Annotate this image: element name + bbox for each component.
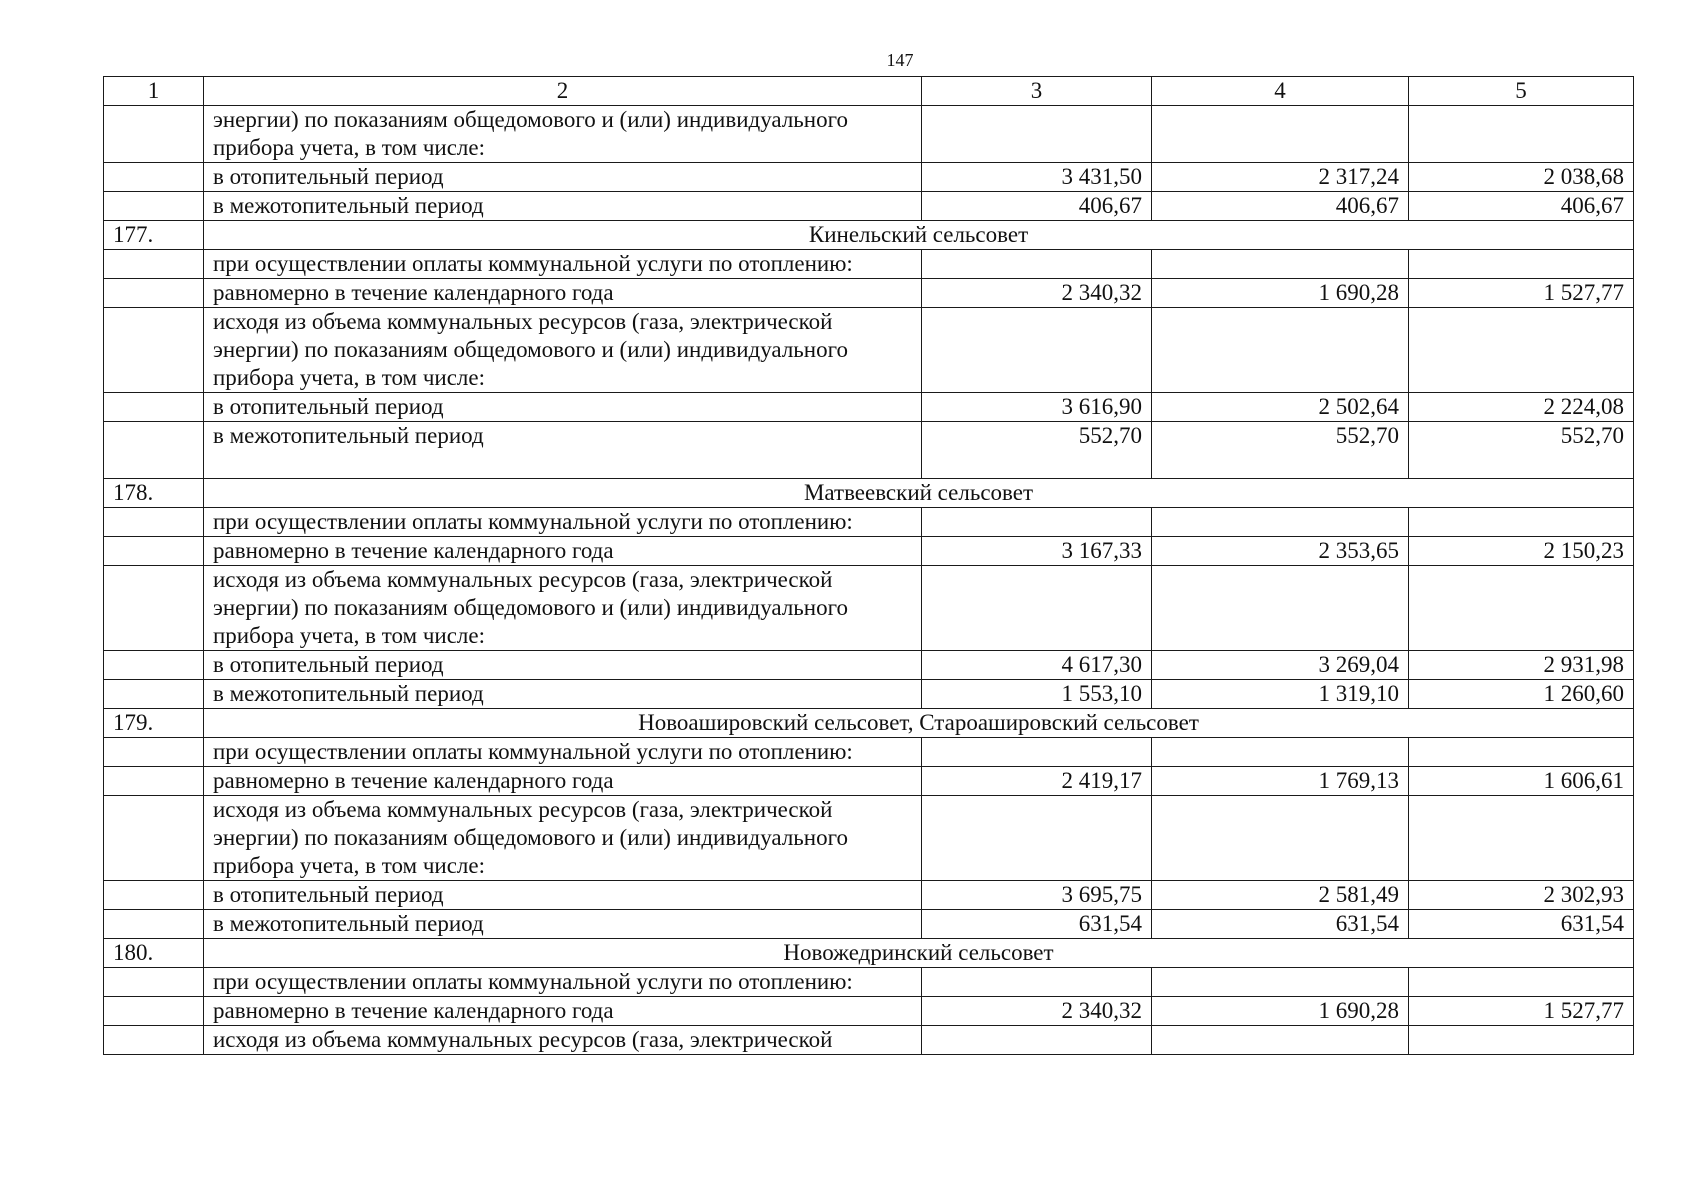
table-row — [104, 881, 1634, 910]
table-row — [104, 393, 1634, 422]
value-cell-col-4 — [1152, 250, 1409, 279]
value-cell-col-4 — [1152, 566, 1409, 651]
value-cell-col-5: 1 527,77 — [1409, 997, 1634, 1026]
description-cell: в межотопительный период — [204, 910, 922, 939]
description-cell: в межотопительный период — [204, 192, 922, 221]
section-title-cell: Кинельский сельсовет — [204, 221, 1634, 250]
table-row — [104, 250, 1634, 279]
value-cell-col-5: 2 931,98 — [1409, 651, 1634, 680]
description-cell: равномерно в течение календарного года — [204, 997, 922, 1026]
row-number-cell — [104, 537, 204, 566]
value-cell-col-3: 3 167,33 — [922, 537, 1152, 566]
table-row — [104, 308, 1634, 393]
description-cell: исходя из объема коммунальных ресурсов (газа, электрической — [204, 1026, 922, 1055]
value-cell-col-4 — [1152, 106, 1409, 163]
table-row — [104, 767, 1634, 796]
value-cell-col-5 — [1409, 968, 1634, 997]
table-row — [104, 651, 1634, 680]
table-row — [104, 1026, 1634, 1055]
value-cell-col-4: 2 317,24 — [1152, 163, 1409, 192]
value-cell-col-4 — [1152, 796, 1409, 881]
value-cell-col-5: 2 150,23 — [1409, 537, 1634, 566]
row-number-cell — [104, 796, 204, 881]
description-cell: при осуществлении оплаты коммунальной услуги по отоплению: — [204, 968, 922, 997]
section-title-cell: Матвеевский сельсовет — [204, 479, 1634, 508]
description-cell: в отопительный период — [204, 651, 922, 680]
description-cell: равномерно в течение календарного года — [204, 537, 922, 566]
table-row — [104, 106, 1634, 163]
table-row — [104, 192, 1634, 221]
value-cell-col-4: 1 690,28 — [1152, 997, 1409, 1026]
value-cell-col-4: 2 581,49 — [1152, 881, 1409, 910]
header-cell-5: 5 — [1409, 77, 1634, 106]
row-number-cell — [104, 881, 204, 910]
row-number-cell — [104, 422, 204, 479]
row-number-cell — [104, 738, 204, 767]
description-cell: при осуществлении оплаты коммунальной услуги по отоплению: — [204, 738, 922, 767]
value-cell-col-3 — [922, 796, 1152, 881]
row-number-cell — [104, 192, 204, 221]
value-cell-col-3: 3 431,50 — [922, 163, 1152, 192]
table-row — [104, 422, 1634, 479]
header-cell-3: 3 — [922, 77, 1152, 106]
row-number-cell — [104, 250, 204, 279]
value-cell-col-3 — [922, 308, 1152, 393]
table-row — [104, 279, 1634, 308]
value-cell-col-3: 406,67 — [922, 192, 1152, 221]
row-number-cell — [104, 163, 204, 192]
row-number-cell — [104, 508, 204, 537]
header-row — [104, 77, 1634, 106]
value-cell-col-4: 2 353,65 — [1152, 537, 1409, 566]
table-row — [104, 680, 1634, 709]
value-cell-col-5 — [1409, 106, 1634, 163]
table-row — [104, 508, 1634, 537]
description-cell: при осуществлении оплаты коммунальной услуги по отоплению: — [204, 250, 922, 279]
value-cell-col-3 — [922, 566, 1152, 651]
value-cell-col-3: 4 617,30 — [922, 651, 1152, 680]
row-number-cell — [104, 767, 204, 796]
header-cell-1: 1 — [104, 77, 204, 106]
section-title-cell: Новожедринский сельсовет — [204, 939, 1634, 968]
value-cell-col-4: 1 319,10 — [1152, 680, 1409, 709]
value-cell-col-4: 1 769,13 — [1152, 767, 1409, 796]
value-cell-col-5 — [1409, 508, 1634, 537]
row-number-cell — [104, 1026, 204, 1055]
row-number-cell: 180. — [104, 939, 204, 968]
value-cell-col-4: 2 502,64 — [1152, 393, 1409, 422]
value-cell-col-3: 2 419,17 — [922, 767, 1152, 796]
header-cell-4: 4 — [1152, 77, 1409, 106]
value-cell-col-4 — [1152, 308, 1409, 393]
value-cell-col-4 — [1152, 968, 1409, 997]
header-cell-2: 2 — [204, 77, 922, 106]
value-cell-col-4: 631,54 — [1152, 910, 1409, 939]
value-cell-col-3: 3 616,90 — [922, 393, 1152, 422]
value-cell-col-3 — [922, 738, 1152, 767]
row-number-cell — [104, 106, 204, 163]
description-cell: энергии) по показаниям общедомового и (или) индивидуального прибора учета, в том числе: — [204, 106, 922, 163]
value-cell-col-4: 3 269,04 — [1152, 651, 1409, 680]
table-row — [104, 566, 1634, 651]
value-cell-col-4 — [1152, 1026, 1409, 1055]
value-cell-col-5: 1 606,61 — [1409, 767, 1634, 796]
value-cell-col-5 — [1409, 250, 1634, 279]
row-number-cell — [104, 997, 204, 1026]
description-cell: в межотопительный период — [204, 422, 922, 479]
value-cell-col-4: 552,70 — [1152, 422, 1409, 479]
description-cell: равномерно в течение календарного года — [204, 279, 922, 308]
value-cell-col-3: 2 340,32 — [922, 279, 1152, 308]
description-cell: в отопительный период — [204, 881, 922, 910]
value-cell-col-3 — [922, 106, 1152, 163]
table-row — [104, 796, 1634, 881]
value-cell-col-5 — [1409, 738, 1634, 767]
description-cell: в отопительный период — [204, 163, 922, 192]
value-cell-col-4: 1 690,28 — [1152, 279, 1409, 308]
row-number-cell — [104, 308, 204, 393]
value-cell-col-5: 2 224,08 — [1409, 393, 1634, 422]
description-cell: в межотопительный период — [204, 680, 922, 709]
table-body — [104, 77, 1634, 1055]
value-cell-col-5 — [1409, 796, 1634, 881]
section-title-cell: Новоашировский сельсовет, Староашировский сельсовет — [204, 709, 1634, 738]
value-cell-col-5: 552,70 — [1409, 422, 1634, 479]
row-number-cell: 178. — [104, 479, 204, 508]
value-cell-col-3: 1 553,10 — [922, 680, 1152, 709]
table-row — [104, 968, 1634, 997]
value-cell-col-3 — [922, 968, 1152, 997]
value-cell-col-3: 552,70 — [922, 422, 1152, 479]
section-row — [104, 709, 1634, 738]
table-row — [104, 910, 1634, 939]
value-cell-col-3: 3 695,75 — [922, 881, 1152, 910]
table-row — [104, 997, 1634, 1026]
section-row — [104, 479, 1634, 508]
value-cell-col-3 — [922, 1026, 1152, 1055]
description-cell: при осуществлении оплаты коммунальной услуги по отоплению: — [204, 508, 922, 537]
row-number-cell — [104, 680, 204, 709]
value-cell-col-3: 2 340,32 — [922, 997, 1152, 1026]
row-number-cell — [104, 566, 204, 651]
tariff-table — [103, 76, 1634, 1055]
value-cell-col-3 — [922, 250, 1152, 279]
row-number-cell: 177. — [104, 221, 204, 250]
value-cell-col-5: 631,54 — [1409, 910, 1634, 939]
value-cell-col-5: 1 260,60 — [1409, 680, 1634, 709]
row-number-cell — [104, 279, 204, 308]
page-number: 147 — [886, 50, 914, 70]
section-row — [104, 221, 1634, 250]
table-row — [104, 537, 1634, 566]
description-cell: в отопительный период — [204, 393, 922, 422]
value-cell-col-5 — [1409, 308, 1634, 393]
description-cell: исходя из объема коммунальных ресурсов (газа, электрической энергии) по показаниям общедомового и (или) индивидуального прибора учета, в том числе: — [204, 566, 922, 651]
row-number-cell — [104, 651, 204, 680]
description-cell: исходя из объема коммунальных ресурсов (газа, электрической энергии) по показаниям общедомового и (или) индивидуального прибора учета, в том числе: — [204, 796, 922, 881]
row-number-cell — [104, 910, 204, 939]
value-cell-col-4 — [1152, 738, 1409, 767]
row-number-cell: 179. — [104, 709, 204, 738]
row-number-cell — [104, 393, 204, 422]
value-cell-col-5 — [1409, 1026, 1634, 1055]
value-cell-col-5: 406,67 — [1409, 192, 1634, 221]
description-cell: равномерно в течение календарного года — [204, 767, 922, 796]
value-cell-col-5: 2 038,68 — [1409, 163, 1634, 192]
table-row — [104, 163, 1634, 192]
value-cell-col-3 — [922, 508, 1152, 537]
value-cell-col-5 — [1409, 566, 1634, 651]
description-cell: исходя из объема коммунальных ресурсов (газа, электрической энергии) по показаниям общедомового и (или) индивидуального прибора учета, в том числе: — [204, 308, 922, 393]
value-cell-col-4: 406,67 — [1152, 192, 1409, 221]
value-cell-col-4 — [1152, 508, 1409, 537]
row-number-cell — [104, 968, 204, 997]
section-row — [104, 939, 1634, 968]
value-cell-col-5: 1 527,77 — [1409, 279, 1634, 308]
value-cell-col-3: 631,54 — [922, 910, 1152, 939]
table-row — [104, 738, 1634, 767]
value-cell-col-5: 2 302,93 — [1409, 881, 1634, 910]
